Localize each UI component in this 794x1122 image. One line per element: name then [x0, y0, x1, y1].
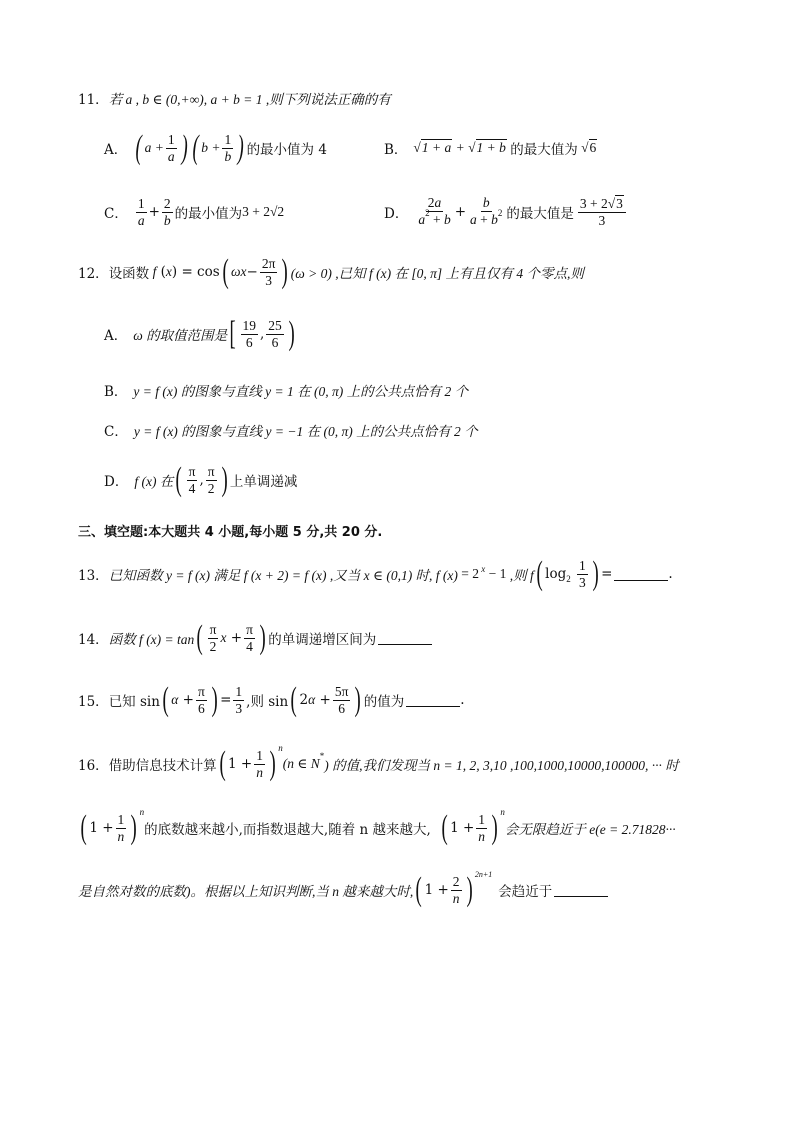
q16-line2 [78, 808, 676, 848]
q12-function: f ( x ) = cos ( ωx − $\frac{2\pi}{3}$ ) [149, 253, 289, 290]
q11-option-d-formula: $\frac{2a}{a^2 + b}$ + $\frac{b}{a + b^2}$ [418, 195, 503, 227]
q11-option-b-suffix: 的最大值为 [510, 142, 578, 158]
q11-option-c-value: 3 + 2√2 [242, 204, 285, 219]
q12-option-b [104, 380, 468, 400]
q11-option-c-suffix: 的最小值为 [174, 206, 243, 222]
q14-suffix: 的单调递增区间为 [268, 632, 377, 648]
q13-expr: = 2 $^x$ − 1 [461, 564, 507, 581]
q11-option-c [104, 194, 284, 230]
q15-tail: . [460, 692, 465, 708]
section-title: 三、填空题:本大题共 4 小题,每小题 5 分,共 20 分. [78, 525, 383, 540]
q13-answer-blank[interactable] [614, 568, 668, 581]
q15-number: 15． [78, 694, 109, 710]
q14-answer-blank[interactable] [378, 632, 432, 645]
q14-arg: ( $\frac{\pi}{2}$ x + $\frac{\pi}{4}$ ) [196, 619, 266, 656]
q12-option-a [104, 316, 297, 352]
q15-answer-blank[interactable] [406, 694, 460, 707]
q16-l2-expr2: ( 1 + $\frac{1}{n}$ ) n [441, 807, 505, 846]
q16-l3-pre: 是自然对数的底数)。根据以上知识判断,当 n 越来越大时, [78, 884, 414, 899]
q16-l1-mid2: ) 的值,我们发现当 n = 1, 2, 3,10 ,100,1000,10000,100000, ··· 时 [324, 758, 679, 773]
q16-l3-tail: 会趋近于 [498, 884, 553, 900]
q11-option-d-value: $\frac{3 + 2√3}{3}$ [578, 196, 626, 229]
q14-number: 14． [78, 632, 109, 648]
q12-option-c [104, 420, 478, 440]
q12-option-d-interval: ( $\frac{\pi}{4}$ , $\frac{\pi}{2}$ ) [175, 461, 228, 498]
q11-option-b-formula: √1 + a + √1 + b [413, 140, 506, 155]
q16-l3-expr: ( 1 + $\frac{2}{n}$ ) 2n+1 [415, 869, 493, 908]
q11-stem [78, 88, 391, 108]
q16-number: 16． [78, 758, 109, 774]
q13 [78, 554, 673, 594]
q11-option-d-suffix: 的最大值是 [506, 206, 574, 222]
q11-number: 11． [78, 92, 109, 108]
q15-mid: ,则 sin [246, 694, 289, 710]
q11-option-a-label: A． [104, 142, 128, 158]
q12-option-a-label: A． [104, 328, 128, 344]
q12-option-d-pre: f (x) 在 [134, 474, 174, 489]
q16-l2-expr1: ( 1 + $\frac{1}{n}$ ) n [80, 807, 145, 846]
q12-stem [78, 254, 584, 290]
q12-option-b-text: y = f (x) 的图象与直线 y = 1 在 (0, π) 上的公共点恰有 2 个 [133, 384, 469, 399]
q16-answer-blank[interactable] [554, 884, 608, 897]
q13-expr-text: = 2 [461, 566, 480, 581]
q16-l2-mid: 的底数越来越小,而指数退越大,随着 n 越来越大, [144, 822, 431, 838]
q16-line3 [78, 870, 608, 910]
q16-l2-tail: 会无限趋近于 e(e = 2.71828··· [504, 822, 676, 837]
q15-pre: 已知 sin [108, 694, 160, 710]
q11-option-b-value: √6 [577, 140, 597, 155]
q12-option-b-label: B． [104, 384, 128, 400]
q11-option-d-label: D． [384, 206, 409, 222]
q16-l1-mid: (n ∈ N [282, 756, 320, 771]
q13-tail: . [668, 566, 673, 582]
q16-l1-pre: 借助信息技术计算 [108, 758, 217, 774]
q14-pre: 函数 f (x) = tan [108, 632, 195, 647]
q12-option-a-text: ω 的取值范围是 [133, 328, 228, 343]
q11-option-a-suffix: 的最小值为 4 [246, 142, 327, 158]
q15-suffix: 的值为 [363, 694, 405, 710]
q12-stem-pre: 设函数 [108, 266, 150, 282]
q12-option-d-suffix: 上单调递减 [229, 474, 298, 490]
q15 [78, 680, 465, 720]
q12-option-c-text: y = f (x) 的图象与直线 y = −1 在 (0, π) 上的公共点恰有 2 个 [133, 424, 478, 439]
q16-line1: 16． 借助信息技术计算 ( 1 + $\frac{1}{n}$ ) n (n ∈ N * ) 的值,我们发现当 n = 1, 2, 3,10 ,100,1000,10000,100000, ··· 时 [78, 743, 679, 782]
q16-l1-expr: ( 1 + $\frac{1}{n}$ ) n [219, 743, 283, 782]
q11-option-a [104, 130, 327, 166]
q15-arg1: ( α + $\frac{\pi}{6}$ ) = $\frac{1}{3}$ [162, 681, 243, 718]
q11-stem-text: 若 a , b ∈ (0,+∞), a + b = 1 ,则下列说法正确的有 [108, 92, 391, 107]
q12-option-a-interval: [ $\frac{19}{6}$ , $\frac{25}{6}$ ) [229, 315, 295, 352]
q12-option-d [104, 462, 297, 498]
q13-expr2: − 1 [488, 566, 507, 581]
q11-option-a-formula: ( a + $\frac{1}{a}$ ) ( b + $\frac{1}{b}$ ) [135, 129, 245, 166]
q12-option-d-label: D． [104, 474, 129, 490]
q15-arg2: ( 2 α + $\frac{5\pi}{6}$ ) [290, 681, 362, 718]
q11-option-d [384, 192, 628, 232]
q11-option-b-label: B． [384, 142, 408, 158]
q12-stem-mid: (ω > 0) ,已知 f (x) 在 [0, π] 上有且仅有 4 个零点,则 [290, 266, 584, 281]
q12-number: 12． [78, 266, 109, 282]
q13-number: 13． [78, 568, 109, 584]
q11-option-b [384, 138, 597, 158]
q13-log: ( log 2 $\frac{1}{3}$ ) = [536, 555, 613, 592]
q14 [78, 618, 432, 658]
q13-text: 已知函数 y = f (x) 满足 f (x + 2) = f (x) ,又当 x ∈ (0,1) 时, f (x) [108, 568, 458, 583]
q13-then: ,则 f [509, 568, 534, 583]
q12-option-c-label: C． [104, 424, 128, 440]
q11-option-c-label: C． [104, 206, 128, 222]
q11-option-c-formula: $\frac{1}{a}$ + $\frac{2}{b}$ [137, 195, 171, 228]
